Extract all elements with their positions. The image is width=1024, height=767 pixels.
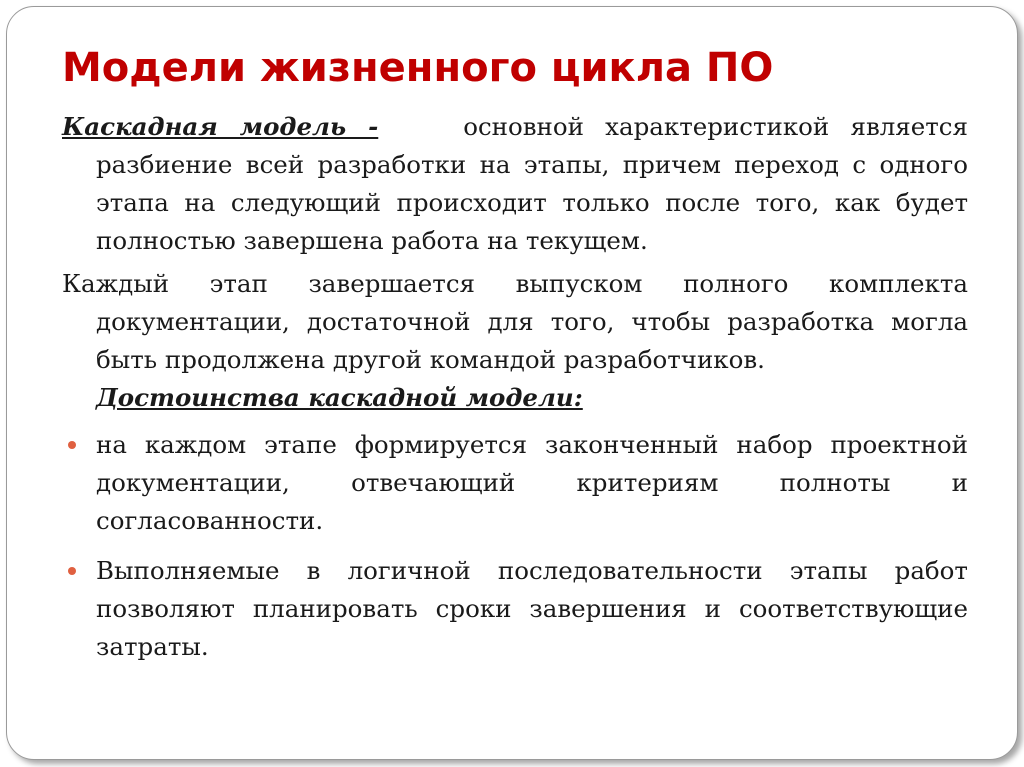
documentation-paragraph: Каждый этап завершается выпуском полного комплекта документации, достаточной для того, чтобы разработка могла быть продолжена другой командой разработчиков.: [62, 269, 968, 374]
advantages-heading: Достоинства каскадной модели:: [96, 383, 583, 412]
slide-body: [60, 108, 968, 678]
bullet-icon: [68, 567, 76, 575]
advantages-list: [60, 426, 968, 666]
list-item: [60, 426, 968, 540]
list-item-text: Выполняемые в логичной последовательности этапы работ позволяют планировать сроки завершения и соответствующие затраты.: [96, 556, 968, 661]
list-item-text: на каждом этапе формируется законченный набор проектной документации, отвечающий критериям полноты и согласованности.: [96, 430, 968, 535]
intro-paragraph: [60, 108, 968, 260]
cascade-model-term: Каскадная модель -: [62, 112, 379, 141]
intro-text: основной характеристикой является разбиение всей разработки на этапы, причем переход с одного этапа на следующий происходит только после того, как будет полностью завершена работа на текущем.: [96, 112, 968, 255]
bullet-icon: [68, 441, 76, 449]
list-item: [60, 552, 968, 666]
slide-title: Модели жизненного цикла ПО: [62, 45, 774, 91]
